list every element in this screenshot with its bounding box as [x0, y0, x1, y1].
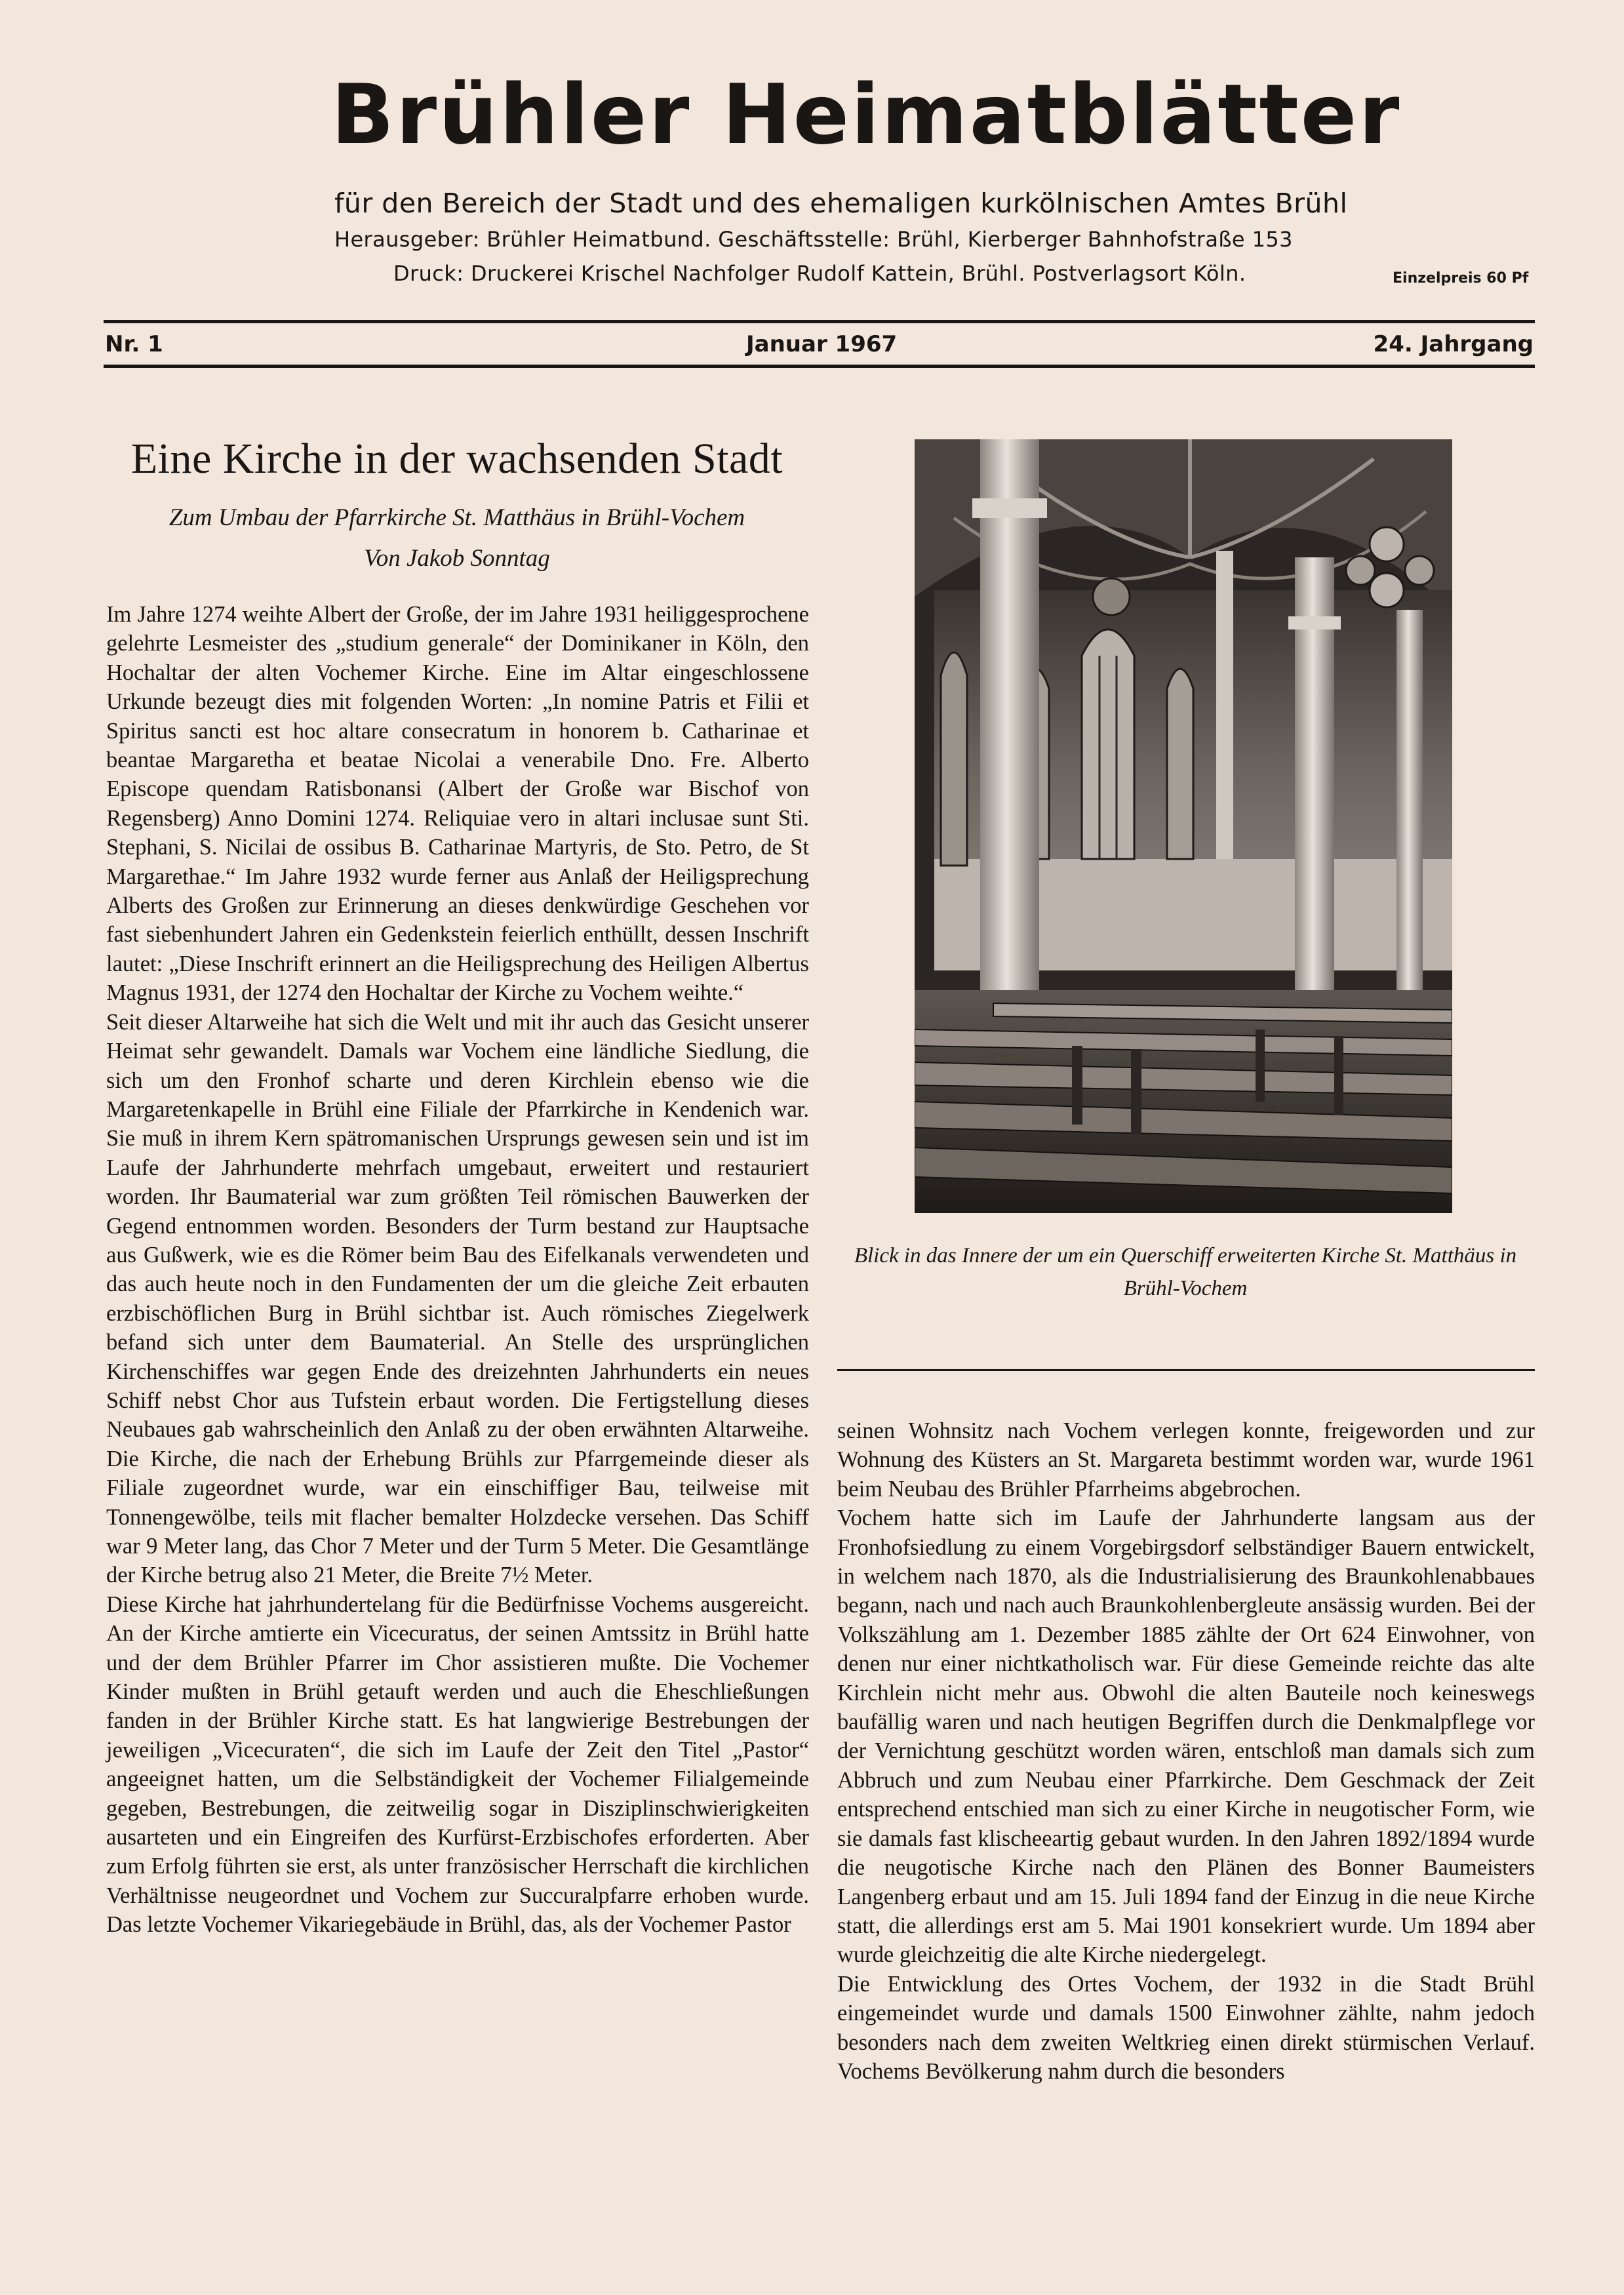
masthead-subtitle: für den Bereich der Stadt und des ehemaligen kurkölnischen Amtes Brühl [334, 188, 1348, 219]
issue-bar-bottom-rule [104, 365, 1535, 368]
article-author: Von Jakob Sonntag [364, 545, 550, 572]
article-paragraph: Diese Kirche hat jahrhundertelang für die Bedürfnisse Vochems ausgereicht. An der Kirche amtierte ein Vicecuratus, der seinen Amtssitz in Brühl hatte und der dem Brühler Pfarrer im Chor assistieren mußte. Die Vochemer Kinder mußten in Brühl getauft werden und auch die Eheschließungen fanden in der Brühler Kirche statt. Es hat langwierige Bestrebungen der jeweiligen „Vicecuraten“, die sich im Laufe der Zeit den Titel „Pastor“ angeeignet hatten, um die Selbständigkeit der Vochemer Filialgemeinde gegeben, Bestrebungen, die zeitweilig sogar in Disziplinschwierigkeiten ausarteten und ein Eingreifen des Kurfürst-Erzbischofes erforderten. Aber zum Erfolg führten sie erst, als unter französischer Herrschaft die kirchlichen Verhältnisse neugeordnet und Vochem zur Succuralpfarre erhoben wurde. Das letzte Vochemer Vikariegebäude in Brühl, das, als der Vochemer Pastor [106, 1591, 809, 1938]
article-headline: Eine Kirche in der wachsenden Stadt [130, 435, 783, 483]
publisher-line: Herausgeber: Brühler Heimatbund. Geschäftsstelle: Brühl, Kierberger Bahnhofstraße 153 [334, 227, 1293, 252]
article-paragraph: Die Entwicklung des Ortes Vochem, der 1932 in die Stadt Brühl eingemeindet wurde und damals 1500 Einwohner zählte, nahm jedoch besonders nach dem zweiten Weltkrieg einen direkt stürmischen Verlauf. Vochems Bevölkerung nahm durch die besonders [837, 1971, 1535, 2084]
price-label: Einzelpreis 60 Pf [1393, 270, 1529, 287]
issue-date: Januar 1967 [746, 331, 898, 357]
printer-line: Druck: Druckerei Krischel Nachfolger Rudolf Kattein, Brühl. Postverlagsort Köln. [393, 261, 1246, 286]
article-paragraph: Seit dieser Altarweihe hat sich die Welt und mit ihr auch das Gesicht unserer Heimat sehr gewandelt. Damals war Vochem eine ländliche Siedlung, die sich um den Fronhof scharte und deren Kirchlein ebenso wie die Margaretenkapelle in Brühl eine Filiale der Pfarrkirche in Kendenich war. Sie muß in ihrem Kern spätromanischen Ursprungs gewesen sein und ist im Laufe der Jahrhunderte mehrfach umgebaut, erweitert und restauriert worden. Ihr Baumaterial war zum größten Teil römischen Bauwerken der Gegend entnommen worden. Besonders der Turm bestand zur Hauptsache aus Gußwerk, wie es die Römer beim Bau des Eifelkanals verwendeten und das auch heute noch in den Fundamenten der um die gleiche Zeit erbauten erzbischöflichen Burg in Brühl sichtbar ist. Auch römisches Ziegelwerk befand sich unter dem Baumaterial. An Stelle des ursprünglichen Kirchenschiffes war gegen Ende des dreizehnten Jahrhunderts ein neues Schiff nebst Chor aus Tufstein erbaut worden. Die Fertigstellung dieses Neubaues gab wahrscheinlich den Anlaß zu der oben erwähnten Altarweihe. Die Kirche, die nach der Erhebung Brühls zur Pfarrgemeinde dieser als Filiale zugeordnet wurde, war ein einschiffiger Bau, teilweise mit Tonnengewölbe, teils mit flacher bemalter Holzdecke versehen. Das Schiff war 9 Meter lang, das Chor 7 Meter und der Turm 5 Meter. Die Gesamtlänge der Kirche betrug also 21 Meter, die Breite 7½ Meter. [106, 1009, 809, 1588]
issue-bar [104, 327, 1535, 363]
article-column-right [837, 1416, 1535, 2086]
church-interior-photo [915, 439, 1452, 1213]
column-separator-rule [837, 1369, 1535, 1371]
photo-caption: Blick in das Innere der um ein Querschiff erweiterten Kirche St. Matthäus in Brühl-Vochem [854, 1244, 1517, 1300]
church-interior-illustration [915, 439, 1452, 1213]
article-subtitle: Zum Umbau der Pfarrkirche St. Matthäus in Brühl-Vochem [168, 504, 745, 531]
masthead-title: Brühler Heimatblätter [331, 66, 1402, 163]
article-column-left [106, 600, 809, 1940]
issue-number: Nr. 1 [105, 331, 163, 357]
article-paragraph: Im Jahre 1274 weihte Albert der Große, der im Jahre 1931 heiliggesprochene gelehrte Lesmeister des „studium generale“ der Dominikaner in Köln, den Hochaltar der alten Vochemer Kirche. Eine im Altar eingeschlossene Urkunde bezeugt dies mit folgenden Worten: „In nomine Patris et Filii et Spiritus sancti est hoc altare consecratum in honorem b. Catharinae et beantae Margaretha et beatae Nicolai a venerabile Dno. Fre. Alberto Episcope quendam Ratisbonansi (Albert der Große war Bischof von Regensberg) Anno Domini 1274. Reliquiae vero in altari inclusae sunt Sti. Stephani, S. Nicilai de ossibus B. Catharinae Martyris, de Sto. Petro, de St Margarethae.“ Im Jahre 1932 wurde ferner aus Anlaß der Heiligsprechung Alberts des Großen zur Erinnerung an dieses denkwürdige Geschehen vor fast siebenhundert Jahren ein Gedenkstein feierlich enthüllt, dessen Inschrift lautet: „Diese Inschrift erinnert an die Heiligsprechung des Heiligen Albertus Magnus 1931, der 1274 den Hochaltar der Kirche zu Vochem weihte.“ [106, 602, 809, 1006]
article-paragraph: seinen Wohnsitz nach Vochem verlegen konnte, freigeworden und zur Wohnung des Küsters an St. Margareta bestimmt worden war, wurde 1961 beim Neubau des Brühler Pfarrheims abgebrochen. [837, 1418, 1535, 1502]
article-paragraph: Vochem hatte sich im Laufe der Jahrhunderte langsam aus der Fronhofsiedlung zu einem Vorgebirgsdorf selbständiger Bauern entwickelt, in welchem nach 1870, als die Industrialisierung des Braunkohlenabbaues begann, nach und nach auch Braunkohlenbergleute ansässig wurden. Bei der Volkszählung am 1. Dezember 1885 zählte der Ort 624 Einwohner, von denen nur einer nichtkatholisch war. Für diese Gemeinde reichte das alte Kirchlein nicht mehr aus. Obwohl die alten Bauteile noch keineswegs baufällig waren und nach heutigen Begriffen durch die Denkmalpflege vor der Vernichtung geschützt worden wären, entschloß man damals sich zum Abbruch und zum Neubau einer Pfarrkirche. Dem Geschmack der Zeit entsprechend entschied man sich zu einer Kirche in neugotischer Form, wie sie damals fast klischeeartig gebaut wurden. In den Jahren 1892/1894 wurde die neugotische Kirche nach den Plänen des Bonner Baumeisters Langenberg erbaut und am 15. Juli 1894 fand der Einzug in die neue Kirche statt, die allerdings erst am 5. Mai 1901 konsekriert wurde. Um 1894 aber wurde gleichzeitig die alte Kirche niedergelegt. [837, 1506, 1535, 1968]
issue-bar-top-rule [104, 320, 1535, 323]
issue-volume: 24. Jahrgang [1373, 331, 1534, 357]
